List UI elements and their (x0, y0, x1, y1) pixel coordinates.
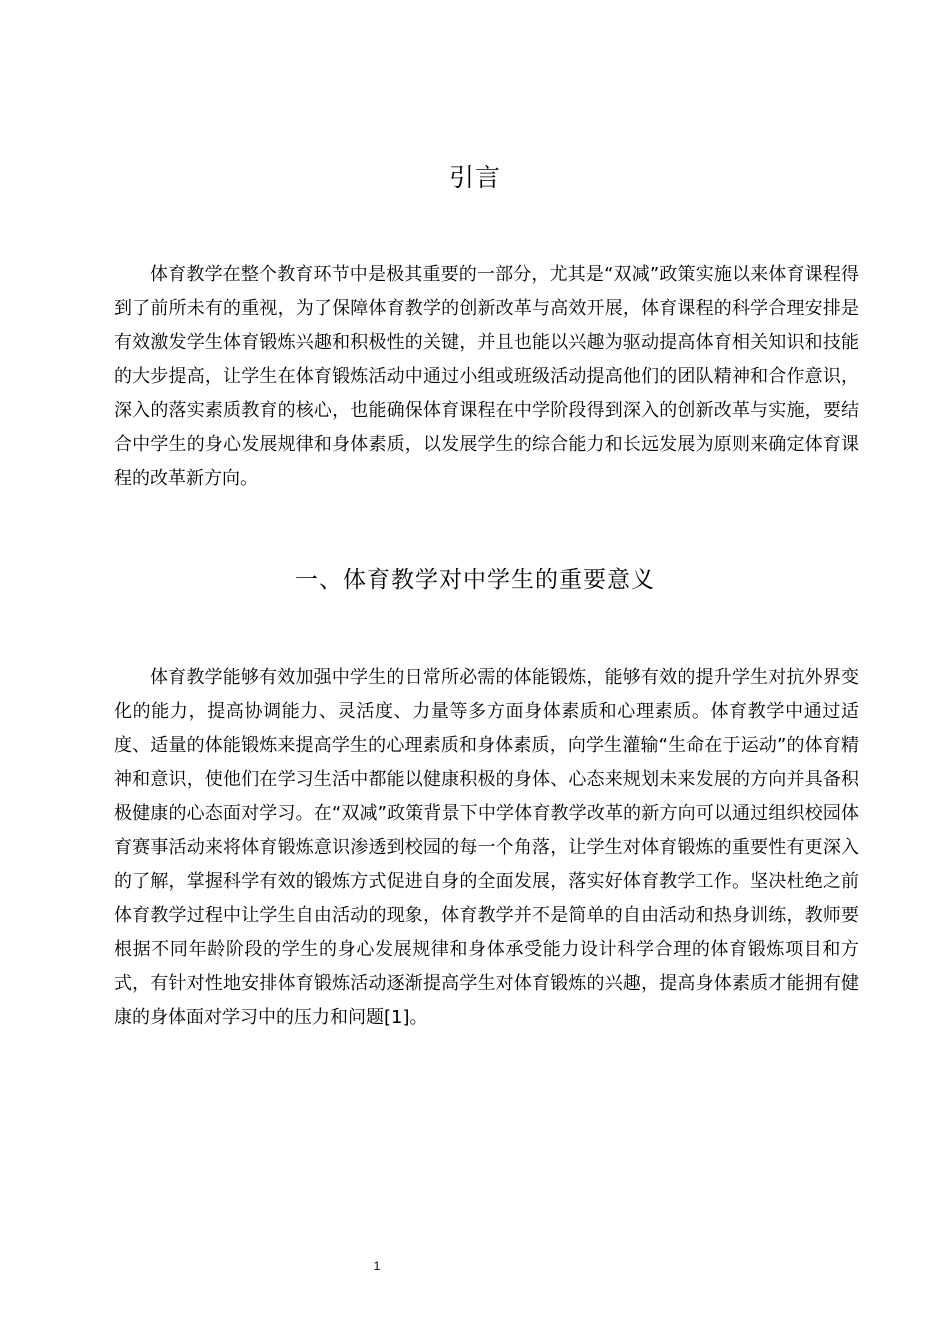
section-paragraph: 体育教学能够有效加强中学生的日常所必需的体能锻炼，能够有效的提升学生对抗外界变化的能力，提高协调能力、灵活度、力量等多方面身体素质和心理素质。体育教学中通过适度、适量的体能锻炼来提高学生的心理素质和身体素质，向学生灌输“生命在于运动”的体育精神和意识，使他们在学习生活中都能以健康积极的身体、心态来规划未来发展的方向并具备积极健康的心态面对学习。在“双减”政策背景下中学体育教学改革的新方向可以通过组织校园体育赛事活动来将体育锻炼意识渗透到校园的每一个角落，让学生对体育锻炼的重要性有更深入的了解，掌握科学有效的锻炼方式促进自身的全面发展，落实好体育教学工作。坚决杜绝之前体育教学过程中让学生自由活动的现象，体育教学并不是简单的自由活动和热身训练，教师要根据不同年龄阶段的学生的身心发展规律和身体承受能力设计科学合理的体育锻炼项目和方式，有针对性地安排体育锻炼活动逐渐提高学生对体育锻炼的兴趣，提高身体素质才能拥有健康的身体面对学习中的压力和问题[1]。 (114, 667, 859, 1028)
section-heading: 一、体育教学对中学生的重要意义 (295, 567, 655, 593)
page-number: 1 (373, 1259, 381, 1273)
page-title: 引言 (448, 163, 501, 192)
intro-paragraph: 体育教学在整个教育环节中是极其重要的一部分，尤其是“双减”政策实施以来体育课程得到了前所未有的重视，为了保障体育教学的创新改革与高效开展，体育课程的科学合理安排是有效激发学生体育锻炼兴趣和积极性的关键，并且也能以兴趣为驱动提高体育相关知识和技能的大步提高，让学生在体育锻炼活动中通过小组或班级活动提高他们的团队精神和合作意识，深入的落实素质教育的核心，也能确保体育课程在中学阶段得到深入的创新改革与实施，要结合中学生的身心发展规律和身体素质，以发展学生的综合能力和长远发展为原则来确定体育课程的改革新方向。 (114, 264, 859, 489)
